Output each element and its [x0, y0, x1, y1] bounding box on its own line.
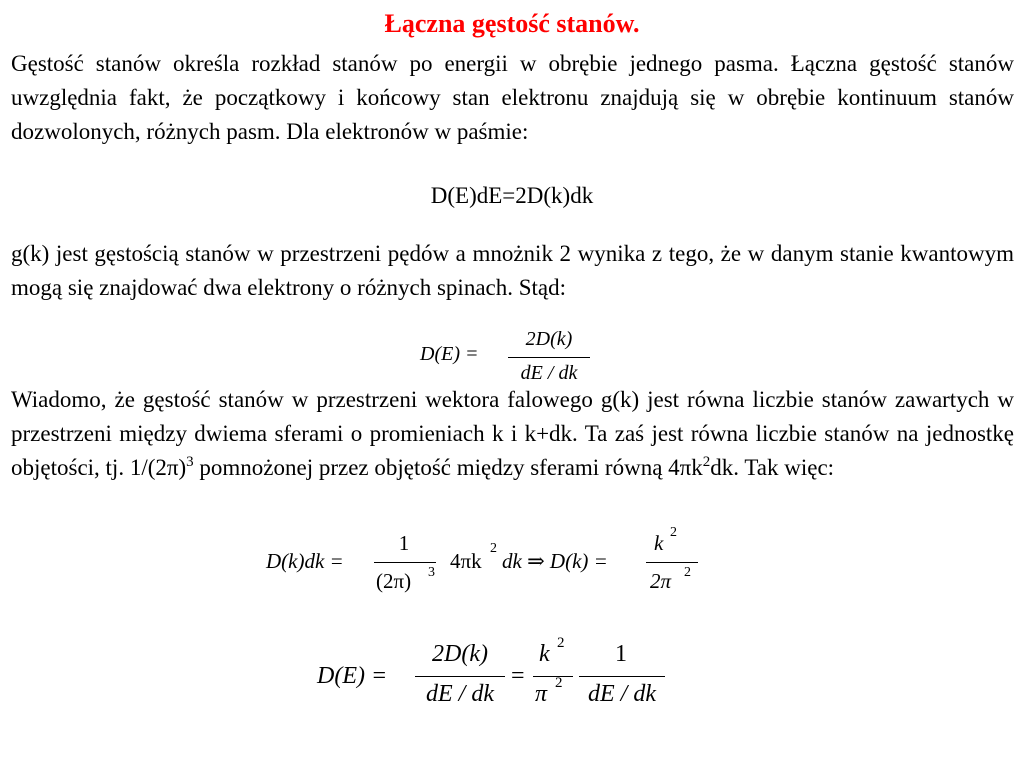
eq4-den2: π [535, 681, 548, 707]
eq3-fraction-bar-1 [374, 562, 436, 563]
eq4-num3: 1 [615, 641, 627, 667]
eq4-den3: dE / dk [588, 681, 656, 707]
eq4-den2-exp: 2 [555, 675, 563, 691]
eq4-eq: = [511, 663, 525, 689]
para3-exp-3: 3 [186, 454, 194, 470]
equation-dos-relation: D(E)dE=2D(k)dk [430, 183, 594, 208]
equation-de-final [317, 635, 667, 721]
eq4-lhs: D(E) = [317, 663, 388, 689]
para3-part3: dk. Tak więc: [710, 455, 835, 480]
eq2-fraction-bar [508, 357, 590, 358]
eq4-num1: 2D(k) [432, 641, 488, 667]
eq4-fraction-bar-3 [579, 676, 665, 677]
eq4-fraction-bar-1 [415, 676, 505, 677]
eq4-num2-exp: 2 [557, 635, 565, 651]
para3-part2: pomnożonej przez objętość między sferami równą 4πk [193, 455, 703, 480]
eq3-den1-exp: 3 [428, 565, 435, 580]
para3-exp-2: 2 [702, 454, 711, 470]
paragraph-k-space [11, 383, 1014, 485]
eq3-mid: 4πk [450, 549, 482, 573]
eq3-num2: k [654, 531, 664, 555]
eq3-mid-tail: dk ⇒ D(k) = [502, 549, 608, 573]
eq3-lhs: D(k)dk = [266, 549, 344, 573]
eq4-num2: k [539, 641, 550, 667]
eq3-num2-exp: 2 [670, 525, 677, 540]
equation-de-fraction [420, 326, 590, 388]
slide-title: Łączna gęstość stanów. [384, 9, 640, 38]
eq2-numerator: 2D(k) [525, 328, 573, 350]
eq3-mid-exp: 2 [490, 541, 497, 556]
eq3-den1: (2π) [376, 569, 412, 593]
eq2-lhs: D(E) = [420, 343, 479, 365]
paragraph-intro: Gęstość stanów określa rozkład stanów po energii w obrębie jednego pasma. Łączna gęstość stanów uwzględnia fakt, że początkowy i końcowy stan elektronu znajdują się w obrębie kontinuum stanów dozwolonych, różnych pasm. Dla elektronów w paśmie: [11, 51, 1014, 144]
eq2-denominator: dE / dk [520, 362, 578, 384]
eq3-den2-exp: 2 [684, 565, 691, 580]
paragraph-gk-definition: g(k) jest gęstością stanów w przestrzeni pędów a mnożnik 2 wynika z tego, że w danym stanie kwantowym mogą się znajdować dwa elektrony o różnych spinach. Stąd: [11, 241, 1014, 300]
eq3-fraction-bar-2 [646, 562, 698, 563]
equation-dk [266, 525, 706, 599]
eq4-den1: dE / dk [426, 681, 494, 707]
para3-part1: Wiadomo, że gęstość stanów w przestrzeni wektora falowego g(k) jest równa liczbie stanów zawartych w przestrzeni między dwiema sferami o promieniach k i k+dk. Ta zaś jest równa liczbie stanów na jednostkę objętości, tj. 1/(2π) [11, 387, 1014, 480]
eq4-fraction-bar-2 [533, 676, 573, 677]
eq3-num1: 1 [398, 531, 410, 555]
eq3-den2: 2π [650, 569, 672, 593]
